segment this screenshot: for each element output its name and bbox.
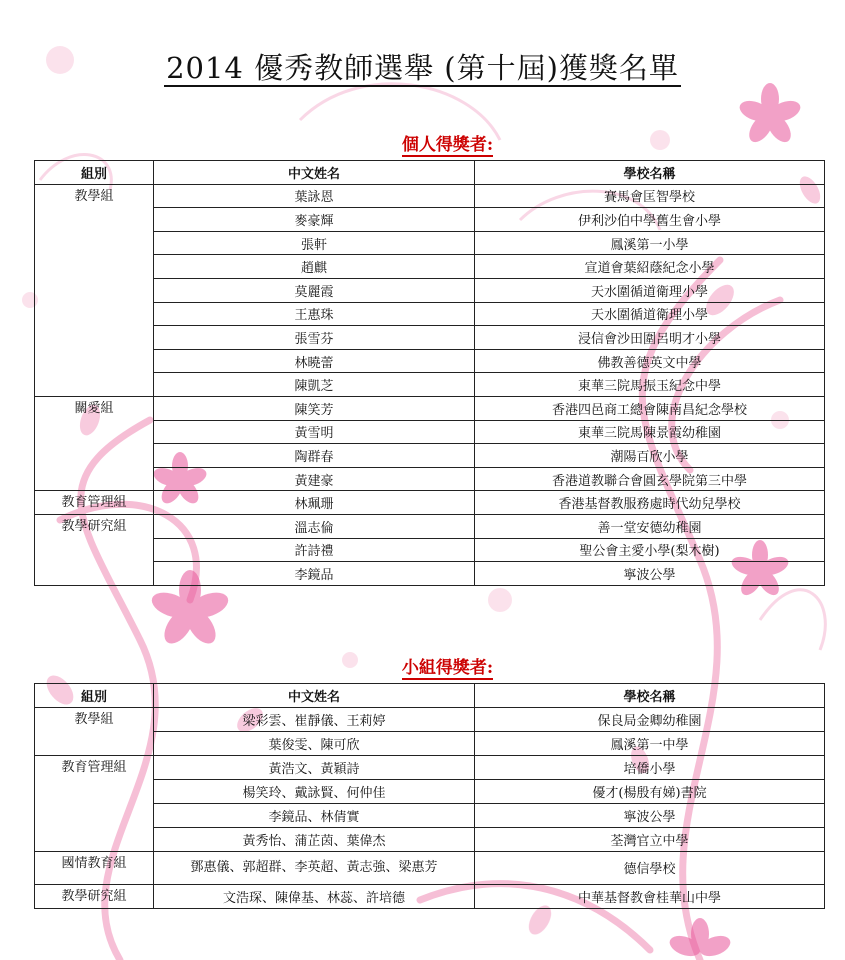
cell-name: 葉詠恩 [154,184,475,208]
cell-name: 楊笑玲、戴詠賢、何仲佳 [154,779,475,803]
cell-school: 東華三院馬振玉紀念中學 [475,373,825,397]
cell-name: 溫志倫 [154,514,475,538]
table-row [35,779,825,803]
cell-name: 許詩禮 [154,538,475,562]
page-title: 2014 優秀教師選舉 (第十屆)獲獎名單 [166,51,679,85]
header-school: 學校名稱 [475,684,825,708]
table-row [35,514,825,538]
cell-category: 教學組 [35,184,154,208]
cell-category: 教學研究組 [35,884,154,908]
cell-category [35,208,154,232]
cell-name: 黃雪明 [154,420,475,444]
cell-school: 寧波公學 [475,803,825,827]
cell-school: 聖公會主愛小學(梨木樹) [475,538,825,562]
cell-category [35,731,154,755]
cell-category: 教育管理組 [35,755,154,779]
cell-name: 陳笑芳 [154,396,475,420]
table-row [35,420,825,444]
cell-name: 麥豪輝 [154,208,475,232]
cell-school: 荃灣官立中學 [475,827,825,851]
table-header-row [35,161,825,185]
cell-category [35,562,154,586]
cell-category [35,373,154,397]
table-row [35,467,825,491]
table-row [35,349,825,373]
cell-name: 張軒 [154,231,475,255]
cell-category [35,326,154,350]
table-row [35,231,825,255]
cell-school: 寧波公學 [475,562,825,586]
cell-school: 香港道教聯合會圓玄學院第三中學 [475,467,825,491]
cell-name: 李鏡品 [154,562,475,586]
table-row [35,827,825,851]
cell-school: 香港基督教服務處時代幼兒學校 [475,491,825,515]
table-row [35,396,825,420]
cell-category [35,278,154,302]
header-category: 組別 [35,684,154,708]
cell-name: 林曉蕾 [154,349,475,373]
group-awards-table [34,683,825,909]
header-category: 組別 [35,161,154,185]
cell-school: 天水圍循道衛理小學 [475,278,825,302]
cell-school: 保良局金卿幼稚園 [475,707,825,731]
cell-category: 國情教育組 [35,851,154,884]
table-row [35,562,825,586]
cell-category [35,302,154,326]
table-row [35,208,825,232]
cell-school: 浸信會沙田圍呂明才小學 [475,326,825,350]
table-row [35,755,825,779]
cell-category [35,349,154,373]
cell-school: 佛教善德英文中學 [475,349,825,373]
table-row [35,444,825,468]
cell-school: 德信學校 [475,851,825,884]
cell-category: 教學組 [35,707,154,731]
table-row [35,278,825,302]
table-row [35,491,825,515]
cell-name: 莫麗霞 [154,278,475,302]
table-row [35,803,825,827]
table-row [35,538,825,562]
group-heading: 小組得獎者: [401,658,494,678]
table-row [35,884,825,908]
cell-name: 鄧惠儀、郭超群、李英超、黃志強、梁惠芳 [154,851,475,884]
cell-category [35,255,154,279]
cell-name: 張雪芬 [154,326,475,350]
cell-school: 培僑小學 [475,755,825,779]
cell-category [35,420,154,444]
cell-school: 賽馬會匡智學校 [475,184,825,208]
table-header-row [35,684,825,708]
cell-name: 陶群春 [154,444,475,468]
cell-school: 鳳溪第一中學 [475,731,825,755]
cell-category: 關愛組 [35,396,154,420]
cell-school: 優才(楊殷有娣)書院 [475,779,825,803]
individual-heading: 個人得獎者: [401,135,494,155]
cell-name: 葉俊雯、陳可欣 [154,731,475,755]
cell-school: 伊利沙伯中學舊生會小學 [475,208,825,232]
table-row [35,707,825,731]
cell-category [35,538,154,562]
cell-school: 中華基督教會桂華山中學 [475,884,825,908]
cell-school: 鳳溪第一小學 [475,231,825,255]
table-row [35,373,825,397]
cell-category: 教學研究組 [35,514,154,538]
cell-category [35,779,154,803]
cell-name: 黃秀怡、蒲芷茵、葉偉杰 [154,827,475,851]
table-row [35,302,825,326]
cell-name: 趙麒 [154,255,475,279]
cell-category: 教育管理組 [35,491,154,515]
cell-school: 香港四邑商工總會陳南昌紀念學校 [475,396,825,420]
cell-name: 陳凱芝 [154,373,475,397]
cell-name: 文浩琛、陳偉基、林蕊、許培德 [154,884,475,908]
table-row [35,255,825,279]
cell-name: 李鏡品、林倩實 [154,803,475,827]
cell-name: 黃建豪 [154,467,475,491]
table-row [35,326,825,350]
cell-name: 黃浩文、黃穎詩 [154,755,475,779]
cell-category [35,827,154,851]
cell-name: 林珮珊 [154,491,475,515]
cell-school: 宣道會葉紹蔭紀念小學 [475,255,825,279]
cell-school: 東華三院馬陳景霞幼稚園 [475,420,825,444]
header-name: 中文姓名 [154,684,475,708]
cell-category [35,803,154,827]
cell-school: 善一堂安德幼稚園 [475,514,825,538]
header-name: 中文姓名 [154,161,475,185]
table-row [35,851,825,884]
cell-school: 潮陽百欣小學 [475,444,825,468]
cell-category [35,444,154,468]
cell-school: 天水圍循道衛理小學 [475,302,825,326]
individual-awards-table [34,160,825,586]
cell-name: 梁彩雲、崔靜儀、王莉婷 [154,707,475,731]
cell-category [35,231,154,255]
table-row [35,731,825,755]
cell-name: 王惠珠 [154,302,475,326]
header-school: 學校名稱 [475,161,825,185]
cell-category [35,467,154,491]
table-row [35,184,825,208]
